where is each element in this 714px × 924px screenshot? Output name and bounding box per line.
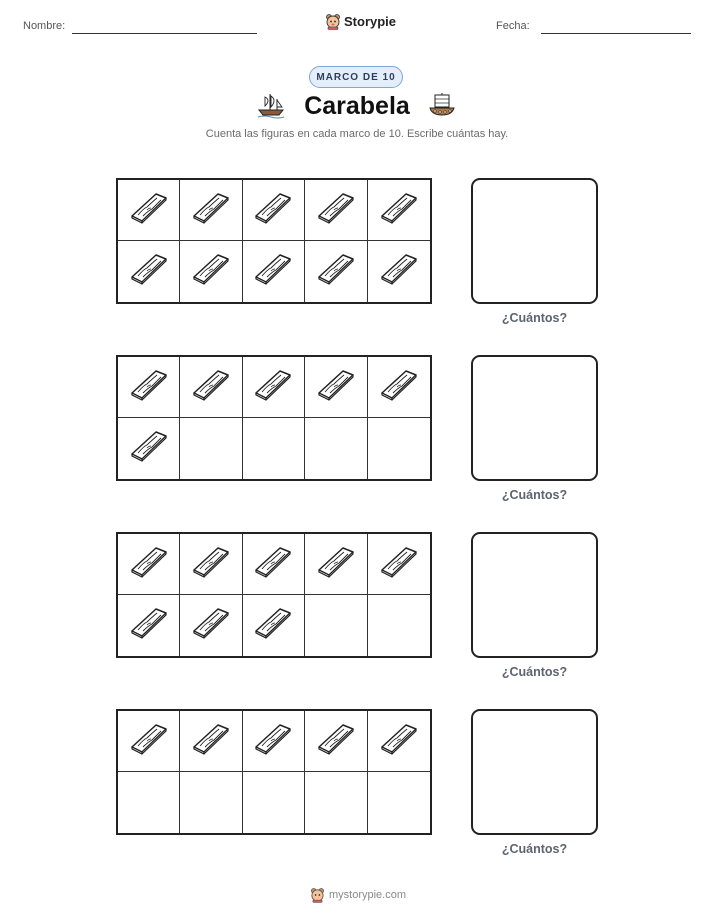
- frame-cell: [180, 180, 242, 241]
- frame-cell: [180, 595, 242, 656]
- ten-frame-1: [116, 178, 432, 304]
- frame-cell: [118, 534, 180, 595]
- frame-cell: [243, 595, 305, 656]
- instructions: Cuenta las figuras en cada marco de 10. Escribe cuántas hay.: [205, 128, 509, 140]
- wood-plank-icon: [253, 545, 293, 584]
- wood-plank-icon: [316, 252, 356, 291]
- wood-plank-icon: [191, 368, 231, 407]
- wood-plank-icon: [379, 722, 419, 761]
- wood-plank-icon: [191, 722, 231, 761]
- frame-cell: [118, 418, 180, 479]
- ten-frame-3: [116, 532, 432, 658]
- frame-cell: [368, 418, 430, 479]
- frame-cell: [118, 357, 180, 418]
- wood-plank-icon: [129, 429, 169, 468]
- ten-frame-4: [116, 709, 432, 835]
- frame-cell: [118, 180, 180, 241]
- frame-cell: [305, 418, 367, 479]
- wood-plank-icon: [379, 191, 419, 230]
- frame-cell: [368, 534, 430, 595]
- frame-cell: [368, 180, 430, 241]
- wood-plank-icon: [316, 722, 356, 761]
- frame-cell: [118, 772, 180, 833]
- frame-cell: [180, 241, 242, 302]
- date-line[interactable]: [541, 33, 691, 34]
- frame-cell: [305, 180, 367, 241]
- frame-cell: [368, 595, 430, 656]
- frame-cell: [305, 595, 367, 656]
- frame-cell: [180, 418, 242, 479]
- footer: [310, 887, 406, 903]
- footer-url: mystorypie.com: [329, 889, 407, 901]
- frame-cell: [243, 241, 305, 302]
- wood-plank-icon: [191, 252, 231, 291]
- wood-plank-icon: [253, 191, 293, 230]
- brand-name: Storypie: [344, 14, 397, 29]
- ten-frame-2: [116, 355, 432, 481]
- wood-plank-icon: [129, 252, 169, 291]
- frame-cell: [180, 534, 242, 595]
- name-line[interactable]: [72, 33, 257, 34]
- answer-box-4[interactable]: [471, 709, 598, 835]
- wood-plank-icon: [191, 606, 231, 645]
- frame-cell: [118, 241, 180, 302]
- count-question-2: ¿Cuántos?: [501, 488, 568, 502]
- answer-box-2[interactable]: [471, 355, 598, 481]
- frame-cell: [180, 772, 242, 833]
- frame-cell: [243, 418, 305, 479]
- frame-cell: [180, 711, 242, 772]
- wood-plank-icon: [253, 722, 293, 761]
- wood-plank-icon: [191, 545, 231, 584]
- wood-plank-icon: [129, 191, 169, 230]
- count-question-1: ¿Cuántos?: [501, 311, 568, 325]
- frame-cell: [243, 180, 305, 241]
- wood-plank-icon: [129, 545, 169, 584]
- frame-cell: [243, 711, 305, 772]
- frame-cell: [243, 357, 305, 418]
- frame-cell: [243, 772, 305, 833]
- wood-plank-icon: [253, 252, 293, 291]
- name-label: Nombre:: [23, 20, 66, 32]
- frame-cell: [243, 534, 305, 595]
- frame-cell: [305, 711, 367, 772]
- frame-cell: [305, 534, 367, 595]
- wood-plank-icon: [129, 722, 169, 761]
- brand-logo: [325, 13, 396, 30]
- viking-ship-icon: [428, 91, 456, 119]
- wood-plank-icon: [379, 252, 419, 291]
- wood-plank-icon: [379, 545, 419, 584]
- wood-plank-icon: [253, 606, 293, 645]
- frame-cell: [118, 595, 180, 656]
- frame-cell: [180, 357, 242, 418]
- wood-plank-icon: [129, 606, 169, 645]
- frame-cell: [368, 241, 430, 302]
- frame-cell: [118, 711, 180, 772]
- frame-cell: [305, 241, 367, 302]
- frame-cell: [368, 711, 430, 772]
- frame-cell: [368, 772, 430, 833]
- storypie-mascot-icon: [325, 13, 341, 30]
- wood-plank-icon: [129, 368, 169, 407]
- count-question-3: ¿Cuántos?: [501, 665, 568, 679]
- wood-plank-icon: [191, 191, 231, 230]
- wood-plank-icon: [316, 545, 356, 584]
- frame-cell: [305, 772, 367, 833]
- wood-plank-icon: [316, 368, 356, 407]
- count-question-4: ¿Cuántos?: [501, 842, 568, 856]
- frame-cell: [368, 357, 430, 418]
- page-title: Carabela: [304, 92, 410, 120]
- wood-plank-icon: [316, 191, 356, 230]
- wood-plank-icon: [379, 368, 419, 407]
- date-label: Fecha:: [496, 20, 530, 32]
- storypie-mascot-icon: [310, 887, 325, 903]
- answer-box-3[interactable]: [471, 532, 598, 658]
- wood-plank-icon: [253, 368, 293, 407]
- frame-cell: [305, 357, 367, 418]
- answer-box-1[interactable]: [471, 178, 598, 304]
- worksheet-type-badge: MARCO DE 10: [309, 66, 403, 88]
